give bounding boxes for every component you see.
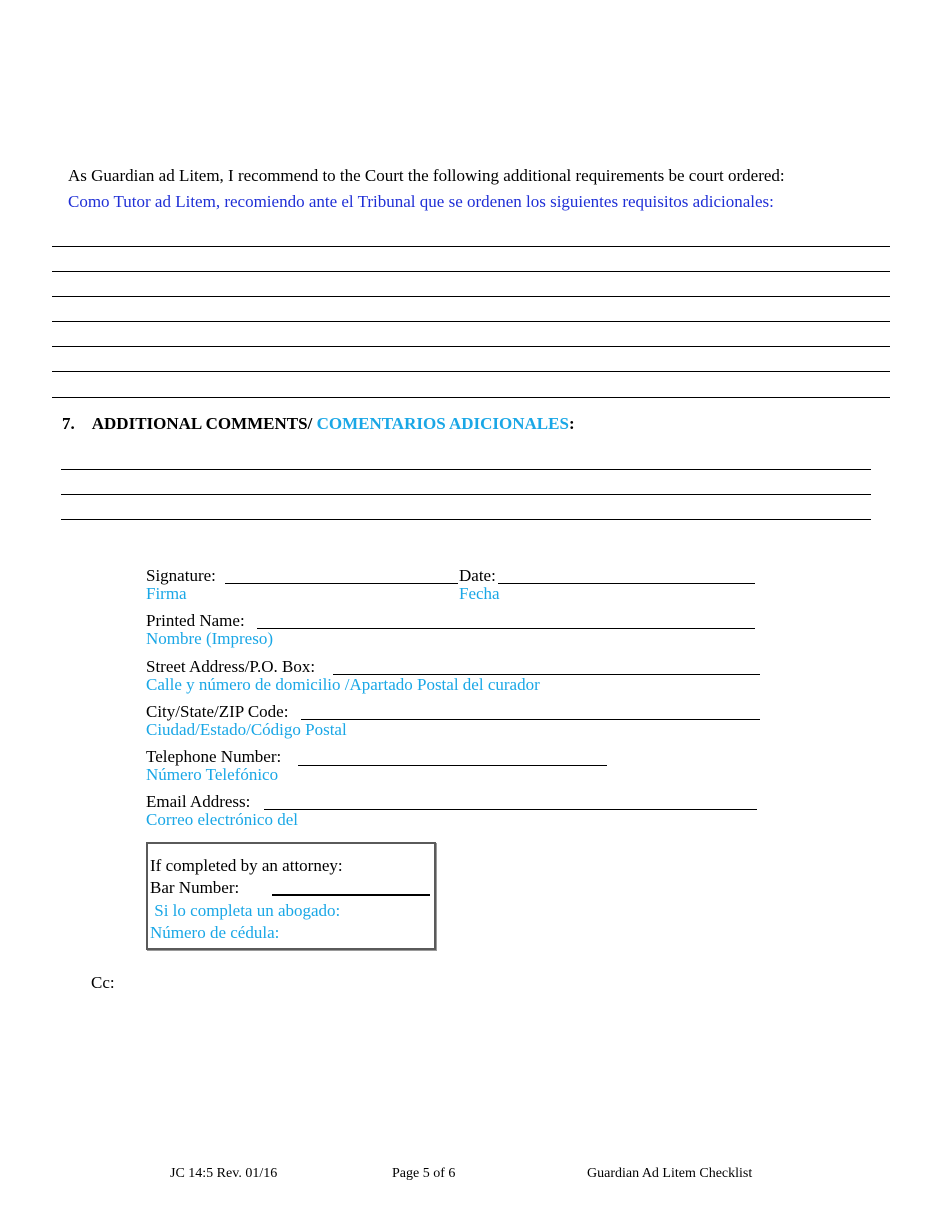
city-state-zip-field[interactable] bbox=[301, 719, 760, 720]
footer-page-number: Page 5 of 6 bbox=[392, 1166, 456, 1181]
printed-name-translation: Nombre (Impreso) bbox=[146, 629, 273, 648]
signature-label: Signature: bbox=[146, 566, 216, 585]
city-state-zip-translation: Ciudad/Estado/Código Postal bbox=[146, 720, 347, 739]
telephone-label: Telephone Number: bbox=[146, 747, 282, 766]
section-title-spanish: COMENTARIOS ADICIONALES bbox=[316, 414, 569, 433]
write-line-6[interactable] bbox=[52, 371, 890, 372]
section-title-colon: : bbox=[568, 414, 575, 433]
attorney-line-1: If completed by an attorney: bbox=[150, 856, 343, 875]
printed-name-field[interactable] bbox=[257, 628, 755, 629]
email-translation: Correo electrónico del bbox=[146, 810, 298, 829]
write-line-4[interactable] bbox=[52, 321, 890, 322]
city-state-zip-label: City/State/ZIP Code: bbox=[146, 702, 289, 721]
footer-title: Guardian Ad Litem Checklist bbox=[587, 1166, 753, 1181]
bar-number-spanish: Número de cédula: bbox=[150, 923, 280, 942]
date-translation: Fecha bbox=[459, 584, 500, 603]
date-field[interactable] bbox=[498, 583, 755, 584]
attorney-box bbox=[146, 842, 436, 950]
bar-number-field[interactable] bbox=[272, 894, 430, 896]
street-address-translation: Calle y número de domicilio /Apartado Postal del curador bbox=[146, 675, 540, 694]
write-line-1[interactable] bbox=[52, 246, 890, 247]
write-line-3[interactable] bbox=[52, 296, 890, 297]
street-address-label: Street Address/P.O. Box: bbox=[146, 657, 316, 676]
date-label: Date: bbox=[459, 566, 496, 585]
write-line-2[interactable] bbox=[52, 271, 890, 272]
comment-line-2[interactable] bbox=[61, 494, 871, 495]
email-field[interactable] bbox=[264, 809, 757, 810]
telephone-field[interactable] bbox=[298, 765, 607, 766]
recommendation-english: As Guardian ad Litem, I recommend to the Court the following additional requirements be court ordered: bbox=[68, 166, 785, 185]
printed-name-label: Printed Name: bbox=[146, 611, 245, 630]
write-line-5[interactable] bbox=[52, 346, 890, 347]
comment-line-1[interactable] bbox=[61, 469, 871, 470]
footer-form-id: JC 14:5 Rev. 01/16 bbox=[170, 1166, 278, 1181]
recommendation-spanish: Como Tutor ad Litem, recomiendo ante el Tribunal que se ordenen los siguientes requisitos adicionales: bbox=[68, 192, 774, 211]
email-label: Email Address: bbox=[146, 792, 251, 811]
section-title-english: ADDITIONAL COMMENTS/ bbox=[91, 414, 317, 433]
signature-field[interactable] bbox=[225, 583, 458, 584]
telephone-translation: Número Telefónico bbox=[146, 765, 279, 784]
cc-label: Cc: bbox=[91, 973, 115, 992]
comment-line-3[interactable] bbox=[61, 519, 871, 520]
attorney-line-spanish: Si lo completa un abogado: bbox=[150, 901, 341, 920]
signature-translation: Firma bbox=[146, 584, 187, 603]
section-7-heading bbox=[62, 414, 575, 434]
bar-number-label: Bar Number: bbox=[150, 878, 240, 897]
section-number: 7. bbox=[62, 414, 75, 433]
write-line-7[interactable] bbox=[52, 397, 890, 398]
